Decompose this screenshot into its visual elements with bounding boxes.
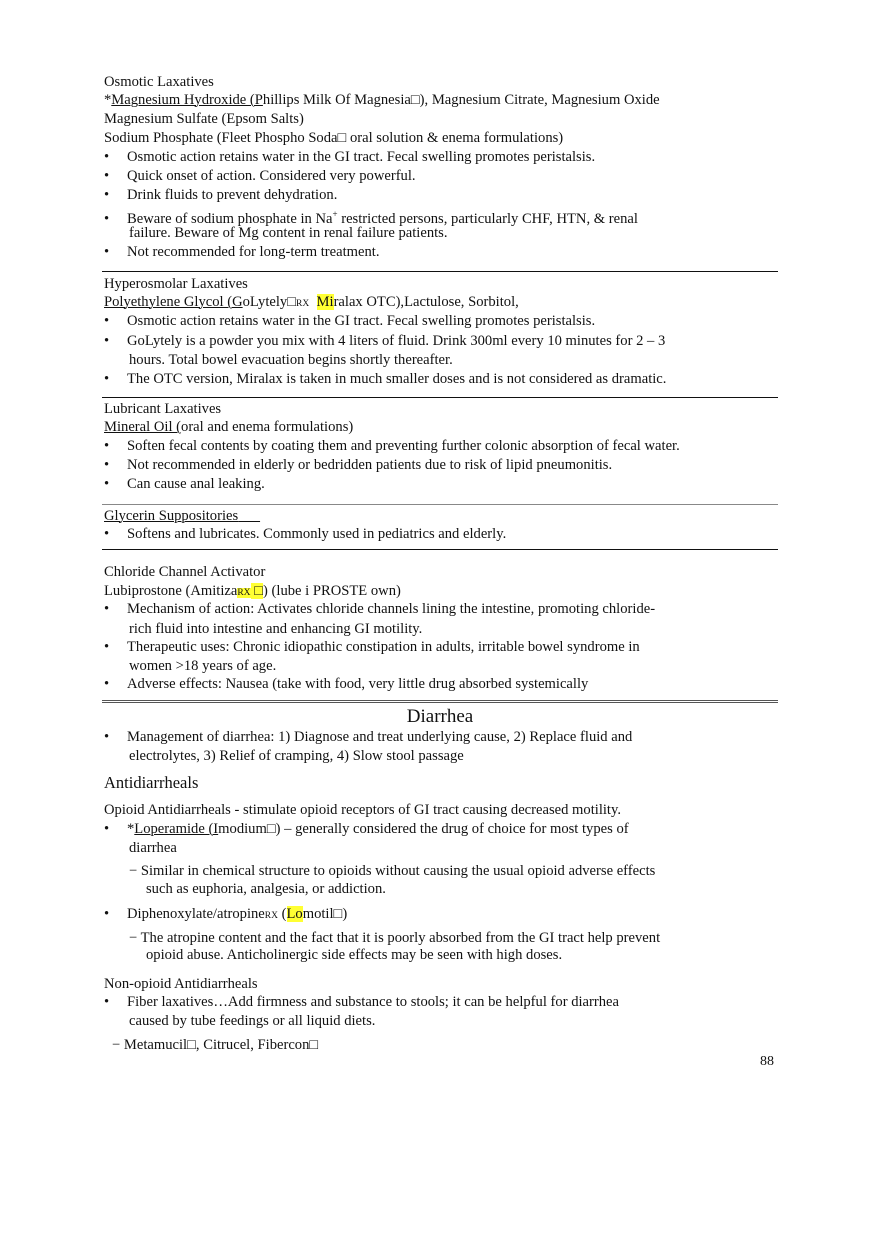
chloride-bullet-1-cont: rich fluid into intestine and enhancing GI motility. bbox=[129, 621, 423, 637]
osmotic-bullet-1: • Osmotic action retains water in the GI tract. Fecal swelling promotes peristalsis. bbox=[104, 149, 596, 165]
loperamide-bullet: • *Loperamide (Imodium□) – generally considered the drug of choice for most types of bbox=[104, 821, 629, 837]
fiber-sub: − Metamucil□, Citrucel, Fibercon□ bbox=[112, 1037, 319, 1053]
lubricant-bullet-1: • Soften fecal contents by coating them and preventing further colonic absorption of fecal water. bbox=[104, 438, 680, 454]
loperamide-sub: − Similar in chemical structure to opioids without causing the usual opioid adverse effects bbox=[129, 863, 656, 879]
glycerin-title: Glycerin Suppositories bbox=[104, 508, 239, 524]
chloride-title: Chloride Channel Activator bbox=[104, 564, 266, 580]
divider bbox=[102, 549, 778, 550]
diarrhea-bullet-1: • Management of diarrhea: 1) Diagnose and treat underlying cause, 2) Replace fluid and bbox=[104, 729, 633, 745]
diphenoxylate-sub: − The atropine content and the fact that it is poorly absorbed from the GI tract help prevent bbox=[129, 930, 661, 946]
diarrhea-heading: Diarrhea bbox=[406, 706, 474, 727]
chloride-bullet-2: • Therapeutic uses: Chronic idiopathic constipation in adults, irritable bowel syndrome in bbox=[104, 639, 640, 655]
lubricant-title: Lubricant Laxatives bbox=[104, 401, 222, 417]
hyperosmolar-title: Hyperosmolar Laxatives bbox=[104, 276, 248, 292]
loperamide-sub-cont: such as euphoria, analgesia, or addiction. bbox=[146, 881, 386, 897]
osmotic-bullet-4-cont: failure. Beware of Mg content in renal failure patients. bbox=[129, 225, 448, 241]
fiber-bullet: • Fiber laxatives…Add firmness and substance to stools; it can be helpful for diarrhea bbox=[104, 994, 620, 1010]
osmotic-drug-line-1: *Magnesium Hydroxide (Phillips Milk Of Magnesia□), Magnesium Citrate, Magnesium Oxide bbox=[104, 92, 660, 108]
osmotic-bullet-4: • Beware of sodium phosphate in Na+ restricted persons, particularly CHF, HTN, & renal bbox=[104, 209, 638, 227]
osmotic-drug-line-3: Sodium Phosphate (Fleet Phospho Soda□ oral solution & enema formulations) bbox=[104, 130, 564, 146]
divider bbox=[102, 504, 778, 505]
nonopioid-title: Non-opioid Antidiarrheals bbox=[104, 976, 258, 992]
divider bbox=[102, 397, 778, 398]
opioid-title: Opioid Antidiarrheals - stimulate opioid receptors of GI tract causing decreased motility. bbox=[104, 802, 621, 818]
fiber-cont: caused by tube feedings or all liquid diets. bbox=[129, 1013, 376, 1029]
antidiarrheals-heading: Antidiarrheals bbox=[104, 773, 199, 792]
diarrhea-bullet-1-cont: electrolytes, 3) Relief of cramping, 4) Slow stool passage bbox=[129, 748, 464, 764]
hyperosmolar-bullet-2-cont: hours. Total bowel evacuation begins shortly thereafter. bbox=[129, 352, 453, 368]
osmotic-bullet-3: • Drink fluids to prevent dehydration. bbox=[104, 187, 338, 203]
osmotic-drug-line-2: Magnesium Sulfate (Epsom Salts) bbox=[104, 111, 304, 127]
glycerin-bullet-1: • Softens and lubricates. Commonly used in pediatrics and elderly. bbox=[104, 526, 507, 542]
osmotic-bullet-2: • Quick onset of action. Considered very powerful. bbox=[104, 168, 416, 184]
chloride-bullet-3: • Adverse effects: Nausea (take with food, very little drug absorbed systemically bbox=[104, 676, 589, 692]
divider bbox=[102, 271, 778, 272]
divider bbox=[102, 700, 778, 703]
chloride-bullet-1: • Mechanism of action: Activates chloride channels lining the intestine, promoting chloride- bbox=[104, 601, 656, 617]
hyperosmolar-bullet-1: • Osmotic action retains water in the GI tract. Fecal swelling promotes peristalsis. bbox=[104, 313, 596, 329]
diphenoxylate-bullet: • Diphenoxylate/atropineRX (Lomotil□) bbox=[104, 906, 348, 922]
osmotic-bullet-5: • Not recommended for long-term treatment. bbox=[104, 244, 380, 260]
lubricant-bullet-3: • Can cause anal leaking. bbox=[104, 476, 265, 492]
hyperosmolar-bullet-2: • GoLytely is a powder you mix with 4 liters of fluid. Drink 300ml every 10 minutes for 2 – 3 bbox=[104, 333, 666, 349]
chloride-drug: Lubiprostone (AmitizaRX □) (lube i PROSTE own) bbox=[104, 583, 401, 599]
hyperosmolar-bullet-3: • The OTC version, Miralax is taken in much smaller doses and is not considered as dramatic. bbox=[104, 371, 667, 387]
hyperosmolar-drugs: Polyethylene Glycol (GoLytely□RX Miralax OTC),Lactulose, Sorbitol, bbox=[104, 294, 519, 310]
lubricant-drug: Mineral Oil (oral and enema formulations) bbox=[104, 419, 354, 435]
chloride-bullet-2-cont: women >18 years of age. bbox=[129, 658, 277, 674]
lubricant-bullet-2: • Not recommended in elderly or bedridden patients due to risk of lipid pneumonitis. bbox=[104, 457, 613, 473]
diphenoxylate-sub-cont: opioid abuse. Anticholinergic side effects may be seen with high doses. bbox=[146, 947, 563, 963]
osmotic-title: Osmotic Laxatives bbox=[104, 74, 214, 90]
loperamide-cont: diarrhea bbox=[129, 840, 177, 856]
page-number: 88 bbox=[760, 1054, 774, 1069]
